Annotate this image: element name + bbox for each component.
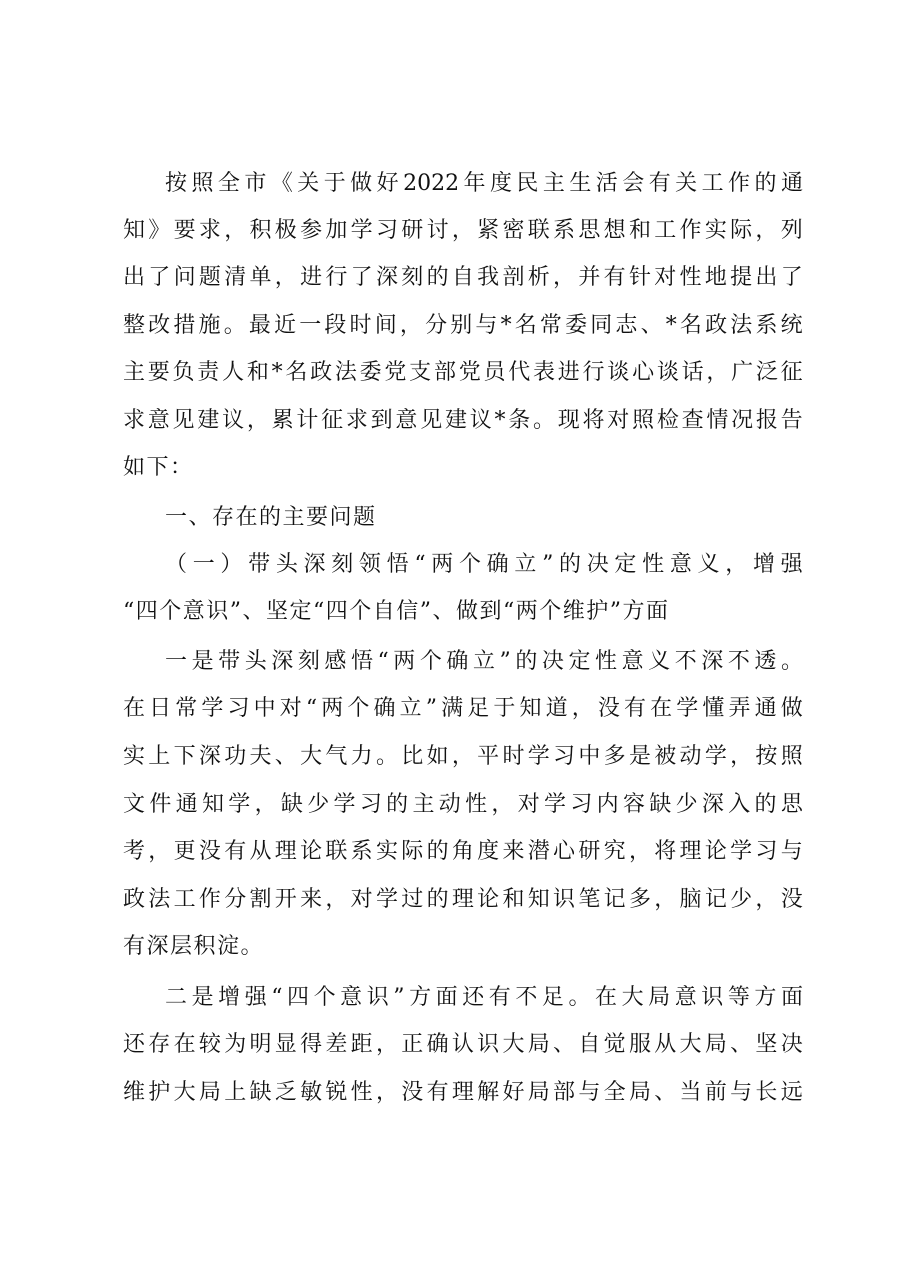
subheading-line-1: （ 一 ） 带 头 深 刻 领 悟 “ 两 个 确 立 ” 的 决 定 性 意 义 ， 增 强 xyxy=(165,552,803,577)
section-heading: 一、存在的主要问题 xyxy=(165,505,377,530)
point2-line-2: 还 存 在 较 为 明 显 得 差 距 ， 正 确 认 识 大 局 、 自 觉 服 从 大 局 、 坚 决 xyxy=(123,1032,803,1057)
point1-line-7: 有深层积淀。 xyxy=(123,934,265,959)
point1-line-4: 文 件 通 知 学 ， 缺 少 学 习 的 主 动 性 ， 对 学 习 内 容 缺 少 深 入 的 思 xyxy=(123,792,803,817)
point2-line-3: 维 护 大 局 上 缺 乏 敏 锐 性 ， 没 有 理 解 好 局 部 与 全 局 、 当 前 与 长 远 xyxy=(123,1080,803,1105)
point2-line-1: 二 是 增 强 “ 四 个 意 识 ” 方 面 还 有 不 足 。 在 大 局 意 识 等 方 面 xyxy=(165,985,803,1010)
intro-line-2: 知 》 要 求 ， 积 极 参 加 学 习 研 讨 ， 紧 密 联 系 思 想 和 工 作 实 际 ， 列 xyxy=(123,218,803,243)
point1-line-3: 实 上 下 深 功 夫 、 大 气 力 。 比 如 ， 平 时 学 习 中 多 是 被 动 学 ， 按 照 xyxy=(123,744,803,769)
intro-line-7: 如下： xyxy=(123,455,194,480)
point1-line-2: 在 日 常 学 习 中 对 “ 两 个 确 立 ” 满 足 于 知 道 ， 没 有 在 学 懂 弄 通 做 xyxy=(123,696,803,721)
point1-line-1: 一 是 带 头 深 刻 感 悟 “ 两 个 确 立 ” 的 决 定 性 意 义 不 深 不 透 。 xyxy=(165,649,803,674)
subheading-line-2: “四个意识”、坚定“四个自信”、做到“两个维护”方面 xyxy=(123,599,670,624)
point1-line-6: 政 法 工 作 分 割 开 来 ， 对 学 过 的 理 论 和 知 识 笔 记 多 ， 脑 记 少 ， 没 xyxy=(123,887,803,912)
point1-line-5: 考 ， 更 没 有 从 理 论 联 系 实 际 的 角 度 来 潜 心 研 究 ， 将 理 论 学 习 与 xyxy=(123,839,803,864)
intro-line-4: 整 改 措 施 。 最 近 一 段 时 间 ， 分 别 与 * 名 常 委 同 志 、 * 名 政 法 系 统 xyxy=(123,313,803,338)
intro-line-3: 出 了 问 题 清 单 ， 进 行 了 深 刻 的 自 我 剖 析 ， 并 有 针 对 性 地 提 出 了 xyxy=(123,265,803,290)
intro-line-6: 求 意 见 建 议 ， 累 计 征 求 到 意 见 建 议 * 条 。 现 将 对 照 检 查 情 况 报 告 xyxy=(123,408,803,433)
intro-line-1: 按 照 全 市 《 关 于 做 好 2022 年 度 民 主 生 活 会 有 关 工 作 的 通 xyxy=(165,171,803,196)
intro-line-5: 主 要 负 责 人 和 * 名 政 法 委 党 支 部 党 员 代 表 进 行 谈 心 谈 话 ， 广 泛 征 xyxy=(123,360,803,385)
